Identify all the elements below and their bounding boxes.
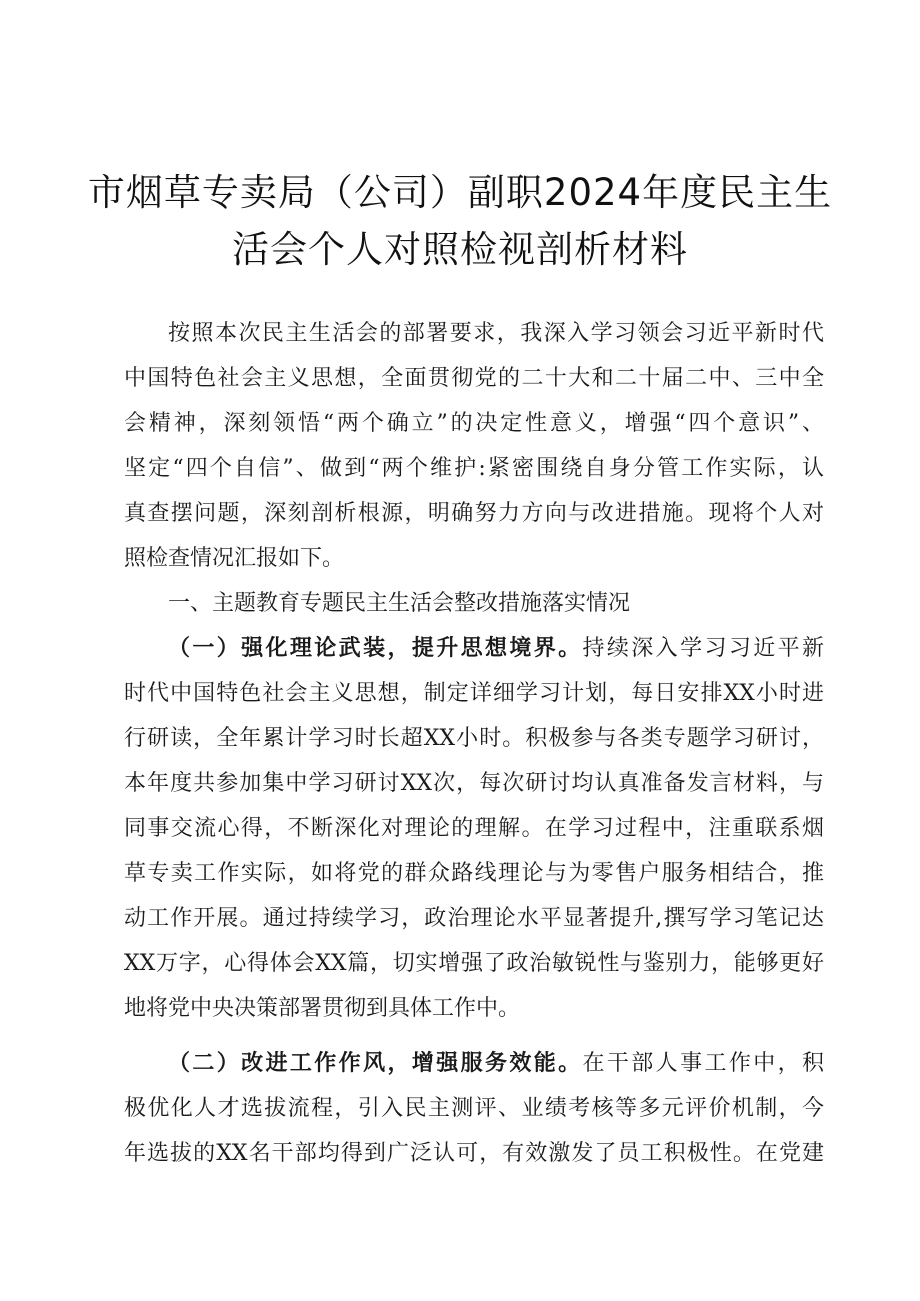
subsection-1-line: 本年度共参加集中学习研讨XX次，每次研讨均认真准备发言材料，与 (124, 771, 824, 796)
subsection-1-line: 草专卖工作实际，如将党的群众路线理论与为零售户服务相结合，推 (124, 861, 824, 886)
subsection-2-first-line (124, 1041, 824, 1086)
intro-line: 会精神，深刻领悟“两个确立”的决定性意义，增强“四个意识”、 (124, 411, 824, 436)
document-title-line-2: 活会个人对照检视剖析材料 (232, 228, 688, 271)
section-heading-1: 一、主题教育专题民主生活会整改措施落实情况 (168, 591, 631, 616)
subsection-2-first-text: 在干部人事工作中，积 (582, 1051, 824, 1076)
subsection-1-title: （一）强化理论武装，提升思想境界。 (168, 635, 583, 661)
document-title-line-1: 市烟草专卖局（公司）副职2024年度民主生 (87, 171, 833, 214)
intro-line: 按照本次民主生活会的部署要求，我深入学习领会习近平新时代 (168, 321, 824, 346)
intro-line: 照检查情况汇报如下。 (124, 546, 345, 571)
subsection-2-line: 年选拔的XX名干部均得到广泛认可，有效激发了员工积极性。在党建 (124, 1141, 824, 1166)
subsection-2-line: 极优化人才选拔流程，引入民主测评、业绩考核等多元评价机制，今 (124, 1096, 824, 1121)
subsection-1-first-line (124, 626, 824, 671)
intro-line: 中国特色社会主义思想，全面贯彻党的二十大和二十届二中、三中全 (124, 366, 824, 391)
subsection-1-line: 时代中国特色社会主义思想，制定详细学习计划，每日安排XX小时进 (124, 681, 824, 706)
subsection-2-title: （二）改进工作作风，增强服务效能。 (168, 1050, 583, 1076)
subsection-1-line: 地将党中央决策部署贯彻到具体工作中。 (124, 996, 521, 1021)
document-body (124, 311, 824, 1176)
subsection-1-line: XX万字，心得体会XX篇，切实增强了政治敏锐性与鉴别力，能够更好 (124, 951, 824, 976)
subsection-1-line: 行研读，全年累计学习时长超XX小时。积极参与各类专题学习研讨， (124, 726, 824, 751)
subsection-1-line: 动工作开展。通过持续学习，政治理论水平显著提升,撰写学习笔记达 (124, 906, 824, 931)
subsection-1-first-text: 持续深入学习习近平新 (582, 636, 824, 661)
intro-line: 真查摆问题，深刻剖析根源，明确努力方向与改进措施。现将个人对 (124, 501, 824, 526)
intro-line: 坚定“四个自信”、做到“两个维护:紧密围绕自身分管工作实际，认 (124, 456, 824, 481)
subsection-1-line: 同事交流心得，不断深化对理论的理解。在学习过程中，注重联系烟 (124, 816, 824, 841)
